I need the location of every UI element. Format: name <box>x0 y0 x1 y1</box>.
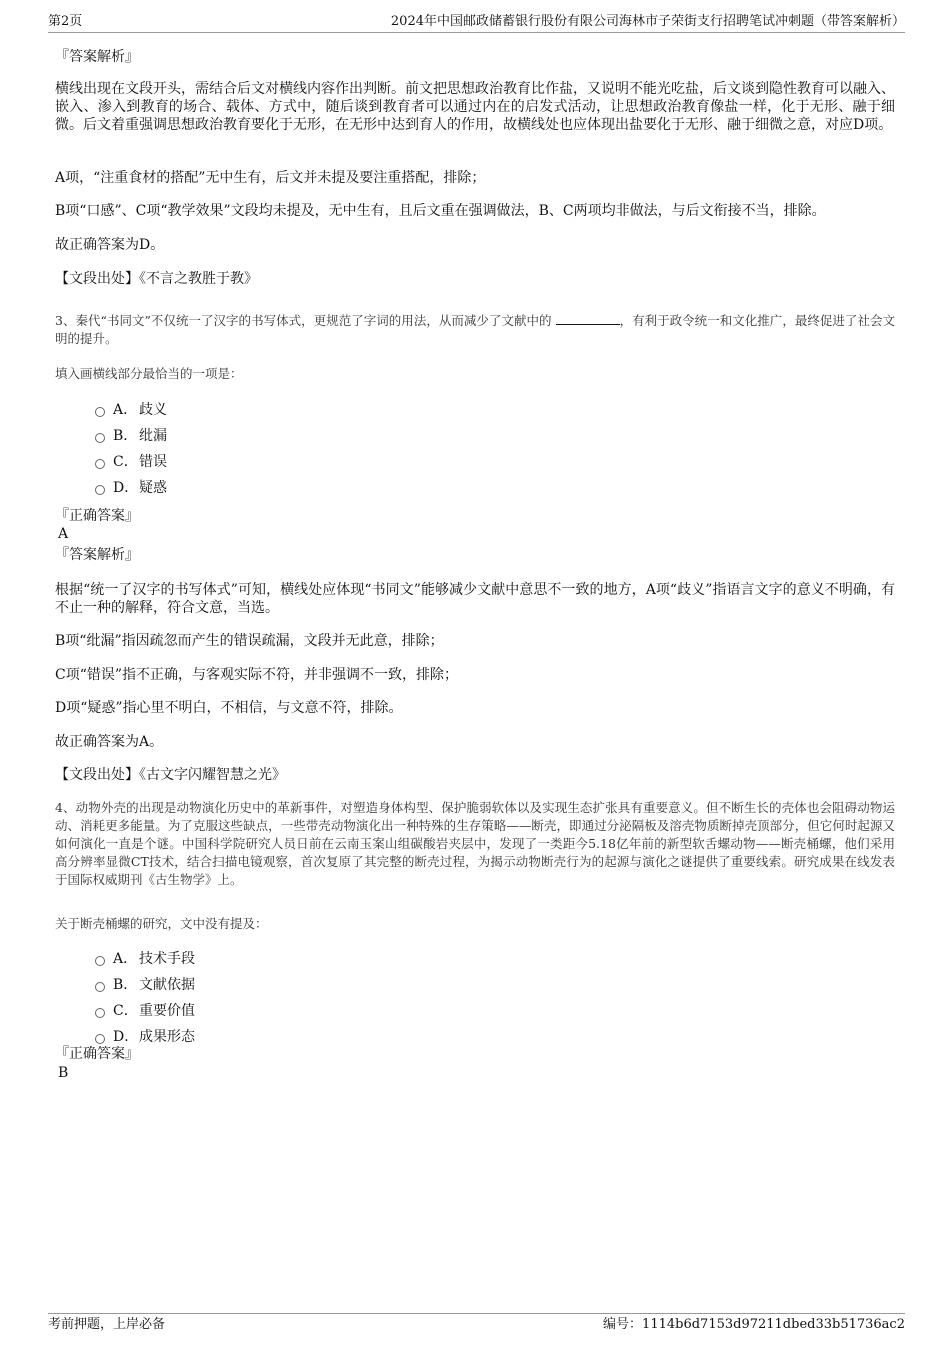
correct-answer: A <box>58 526 69 542</box>
question-4-stem: 4、动物外壳的出现是动物演化历史中的革新事件，对塑造身体构型、保护脆弱软体以及实现生态扩张具有重要意义。但不断生长的壳体也会阻碍动物运动、消耗更多能量。为了克服这些缺点，一些带壳动物演化出一种特殊的生存策略——断壳，即通过分泌隔板及溶壳物质断掉壳顶部分，但它何时起源又如何演化一直是个谜。中国科学院研究人员日前在云南玉案山组碳酸岩夹层中，发现了一类距今5.18亿年前的新型软舌螺动物——断壳桶螺，他们采用高分辨率显微CT技术，结合扫描电镜观察，首次复原了其完整的断壳过程，为揭示动物断壳行为的起源与演化之谜提供了重要线索。研究成果在线发表于国际权威期刊《古生物学》上。 <box>55 800 895 887</box>
radio-button-icon[interactable] <box>95 1034 105 1044</box>
radio-button-icon[interactable] <box>95 485 105 495</box>
q4-option-c[interactable]: C．重要价值 <box>95 1002 195 1020</box>
question-3-stem: 3、秦代“书同文”不仅统一了汉字的书写体式，更规范了字词的用法，从而减少了文献中的 ，有利于政令统一和文化推广，最终促进了社会文明的提升。 <box>55 313 895 346</box>
analysis-paragraph: 横线出现在文段开头，需结合后文对横线内容作出判断。前文把思想政治教育比作盐，又说明不能光吃盐，后文谈到隐性教育可以融入、嵌入、渗入到教育的场合、载体、方式中，随后谈到教育者可以通过内在的启发式活动，让思想政治教育像盐一样，化于无形、融于细微。后文着重强调思想政治教育要化于无形，在无形中达到育人的作用，故横线处也应体现出盐要化于无形、融于细微之意，对应D项。 <box>55 81 895 133</box>
radio-button-icon[interactable] <box>95 407 105 417</box>
analysis-paragraph: B项“纰漏”指因疏忽而产生的错误疏漏，文段并无此意，排除； <box>55 633 444 649</box>
q4-option-a[interactable]: A． 技术手段 <box>95 950 195 968</box>
q4-option-b[interactable]: B． 文献依据 <box>95 976 195 994</box>
radio-button-icon[interactable] <box>95 1008 105 1018</box>
radio-button-icon[interactable] <box>95 433 105 443</box>
footer-slogan: 考前押题，上岸必备 <box>48 1317 166 1332</box>
correct-answer-label: 『正确答案』 <box>55 1046 139 1062</box>
page-number: 第2页 <box>48 14 83 29</box>
analysis-paragraph: A项，“注重食材的搭配”无中生有，后文并未提及要注重搭配，排除； <box>55 170 486 186</box>
q3-option-d[interactable]: D．疑惑 <box>95 479 167 497</box>
q4-option-d[interactable]: D．成果形态 <box>95 1028 195 1046</box>
page-header <box>48 14 905 33</box>
analysis-conclusion: 故正确答案为A。 <box>55 734 164 750</box>
document-title: 2024年中国邮政储蓄银行股份有限公司海林市子荣街支行招聘笔试冲刺题（带答案解析） <box>390 14 905 29</box>
question-4-prompt: 关于断壳桶螺的研究，文中没有提及： <box>55 916 268 931</box>
correct-answer-label: 『正确答案』 <box>55 508 139 524</box>
question-3-prompt: 填入画横线部分最恰当的一项是： <box>55 366 243 381</box>
q3-option-b[interactable]: B． 纰漏 <box>95 427 167 445</box>
analysis-paragraph: 根据“统一了汉字的书写体式”可知，横线处应体现“书同文”能够减少文献中意思不一致的地方，A项“歧义”指语言文字的意义不明确，有不止一种的解释，符合文意，当选。 <box>55 582 895 616</box>
fill-in-blank <box>556 312 620 325</box>
radio-button-icon[interactable] <box>95 982 105 992</box>
page-footer <box>48 1313 905 1334</box>
document-id: 编号：1114b6d7153d97211dbed33b51736ac2 <box>603 1317 905 1332</box>
correct-answer: B <box>58 1065 69 1081</box>
analysis-conclusion: 故正确答案为D。 <box>55 237 165 253</box>
q3-option-c[interactable]: C．错误 <box>95 453 167 471</box>
radio-button-icon[interactable] <box>95 459 105 469</box>
passage-source: 【文段出处】《不言之教胜于教》 <box>55 271 258 287</box>
radio-button-icon[interactable] <box>95 956 105 966</box>
analysis-paragraph: B项“口感”、C项“教学效果”文段均未提及，无中生有，且后文重在强调做法，B、C两项均非做法，与后文衔接不当，排除。 <box>55 203 826 219</box>
analysis-paragraph: C项“错误”指不正确，与客观实际不符，并非强调不一致，排除； <box>55 667 459 683</box>
analysis-label: 『答案解析』 <box>55 547 139 563</box>
analysis-label: 『答案解析』 <box>55 49 139 65</box>
passage-source: 【文段出处】《古文字闪耀智慧之光》 <box>55 767 286 783</box>
q3-option-a[interactable]: A． 歧义 <box>95 401 167 419</box>
analysis-paragraph: D项“疑惑”指心里不明白，不相信，与文意不符，排除。 <box>55 700 403 716</box>
